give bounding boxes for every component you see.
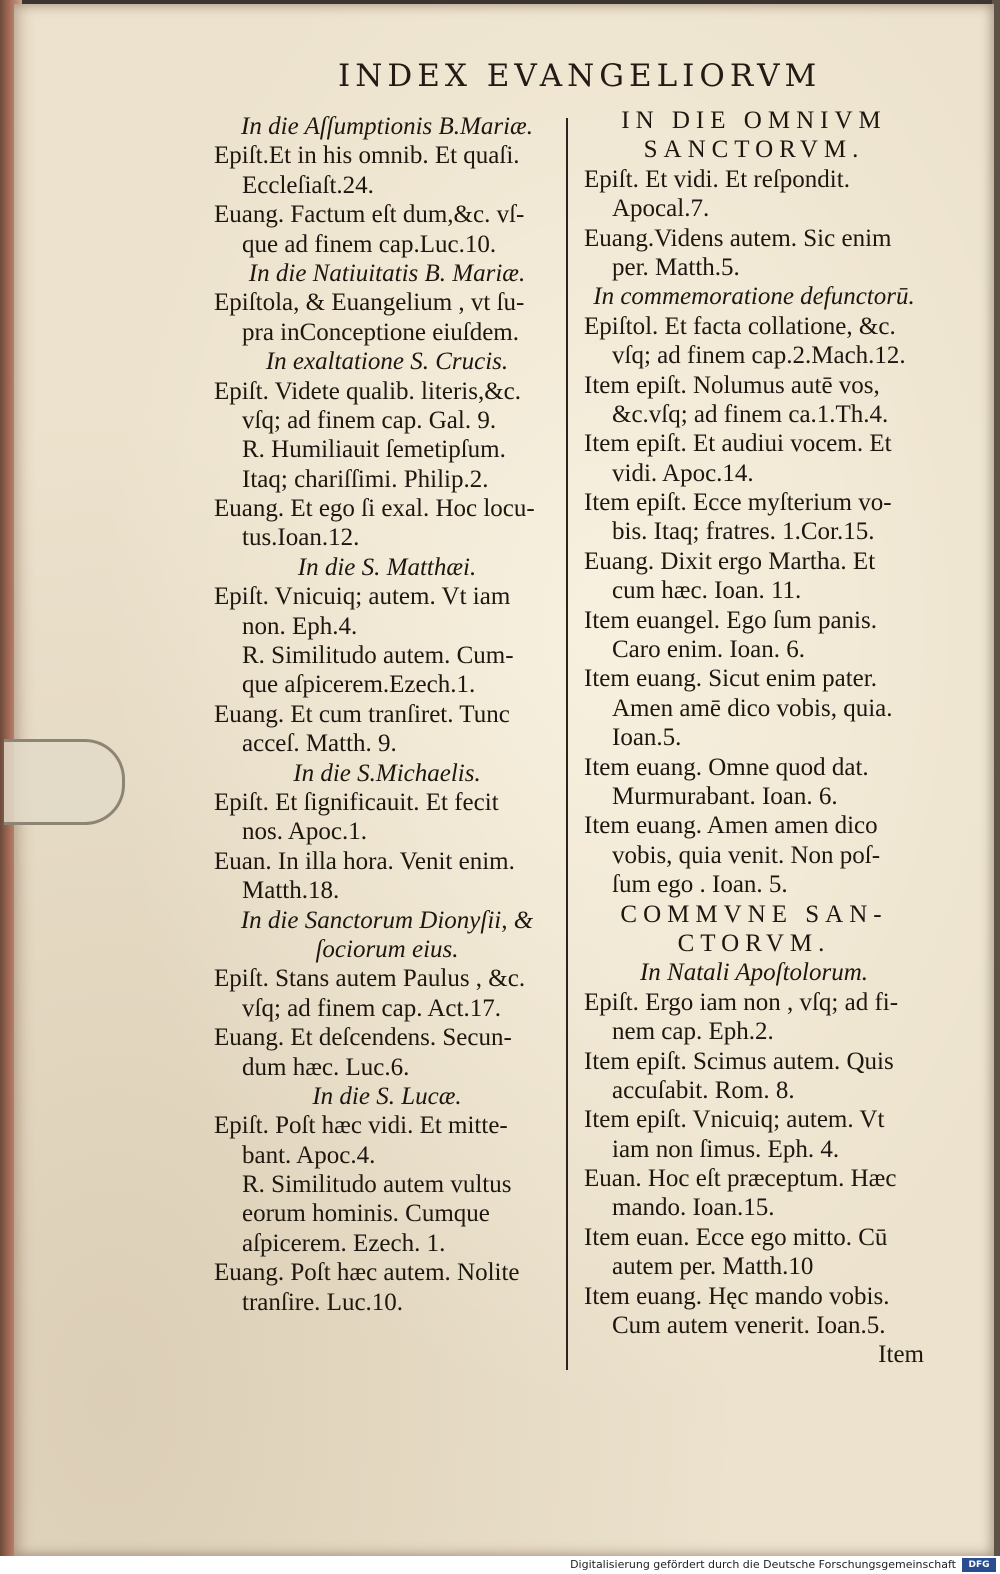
continuation-line: Ioan.5.: [612, 724, 682, 752]
continuation-line: non. Eph.4.: [242, 612, 358, 640]
rubric-heading: In die S.Michaelis.: [293, 759, 481, 787]
continuation-line: Matth.18.: [242, 877, 340, 905]
text-line: Item euan. Ecce ego mitto. Cū: [584, 1223, 888, 1251]
continuation-line: Cum autem venerit. Ioan.5.: [612, 1312, 886, 1340]
continuation-line: R. Similitudo autem vultus: [242, 1171, 512, 1199]
continuation-line: que aſpicerem.Ezech.1.: [242, 671, 476, 699]
continuation-line: Caro enim. Ioan. 6.: [612, 636, 806, 664]
text-line: Epiſt.Et in his omnib. Et quaſi.: [214, 142, 520, 170]
right-column: [584, 106, 924, 1370]
text-line: Epiſt. Et vidi. Et reſpondit.: [584, 165, 850, 193]
rubric-heading: In Natali Apoſtolorum.: [639, 959, 869, 987]
continuation-line: vſq; ad finem cap. Act.17.: [242, 994, 501, 1022]
rubric-heading: In die S. Lucæ.: [312, 1082, 462, 1110]
text-line: Euang. Poſt hæc autem. Nolite: [214, 1259, 520, 1287]
continuation-line: vſq; ad finem cap.2.Mach.12.: [612, 342, 906, 370]
continuation-line: vidi. Apoc.14.: [612, 459, 754, 487]
continuation-line: Eccleſiaſt.24.: [242, 171, 374, 199]
text-line: Euang. Et ego ſi exal. Hoc locu-: [214, 495, 535, 523]
continuation-line: pra inConceptione eiuſdem.: [242, 318, 520, 346]
continuation-line: Murmurabant. Ioan. 6.: [612, 782, 838, 810]
text-line: Item euang. Hęc mando vobis.: [584, 1282, 890, 1310]
continuation-line: eorum hominis. Cumque: [242, 1200, 490, 1228]
text-line: Epiſt. Videte qualib. literis,&c.: [214, 377, 522, 405]
text-line: Epiſtola, & Euangelium , vt ſu-: [214, 289, 525, 317]
dfg-logo: DFG: [962, 1558, 996, 1572]
text-line: Item epiſt. Nolumus autē vos,: [584, 371, 880, 399]
continuation-line: accuſabit. Rom. 8.: [612, 1076, 795, 1104]
footer-credit: Digitalisierung gefördert durch die Deutsche Forschungsgemeinschaft: [570, 1558, 956, 1571]
text-line: Item epiſt. Et audiui vocem. Et: [584, 430, 892, 458]
rubric-heading: In exaltatione S. Crucis.: [265, 348, 509, 376]
continuation-line: vobis, quia venit. Non poſ-: [612, 841, 881, 869]
footer-bar: [0, 1556, 1000, 1574]
continuation-line: Amen amē dico vobis, quia.: [612, 694, 893, 722]
continuation-line: tus.Ioan.12.: [242, 524, 360, 552]
continuation-line: tranſire. Luc.10.: [242, 1288, 404, 1316]
rubric-heading: In die S. Matthæi.: [297, 553, 477, 581]
text-line: Epiſt. Et ſignificauit. Et fecit: [214, 788, 499, 816]
continuation-line: que ad finem cap.Luc.10.: [242, 230, 497, 258]
text-line: Item euang. Sicut enim pater.: [584, 665, 877, 693]
continuation-line: dum hæc. Luc.6.: [242, 1053, 410, 1081]
text-line: Item epiſt. Scimus autem. Quis: [584, 1047, 894, 1075]
text-line: Epiſtol. Et facta collatione, &c.: [584, 312, 896, 340]
text-line: Epiſt. Stans autem Paulus , &c.: [214, 965, 526, 993]
text-line: Euan. In illa hora. Venit enim.: [214, 847, 515, 875]
section-heading: SANCTORVM.: [643, 136, 865, 164]
rubric-heading: In die Natiuitatis B. Mariæ.: [248, 259, 526, 287]
text-line: Item euangel. Ego ſum panis.: [584, 606, 877, 634]
page-tab-marker: [4, 739, 125, 825]
text-line: Euang.Videns autem. Sic enim: [584, 224, 892, 252]
text-line: Euang. Dixit ergo Martha. Et: [584, 547, 876, 575]
section-heading: CTORVM.: [677, 929, 831, 957]
text-line: Epiſt. Vnicuiq; autem. Vt iam: [214, 583, 511, 611]
text-line: Euan. Hoc eſt præceptum. Hæc: [584, 1165, 897, 1193]
column-divider: [566, 118, 568, 1370]
continuation-line: Itaq; chariſſimi. Philip.2.: [242, 465, 489, 493]
text-line: Item euang. Amen amen dico: [584, 812, 878, 840]
text-line: Euang. Et cum tranſiret. Tunc: [214, 700, 510, 728]
rubric-heading: In die Aſſumptionis B.Mariæ.: [241, 113, 533, 140]
text-line: Item epiſt. Ecce myſterium vo-: [584, 489, 892, 517]
continuation-line: &c.vſq; ad finem ca.1.Th.4.: [612, 400, 889, 428]
rubric-heading: In commemoratione defunctorū.: [593, 283, 915, 311]
page-header: INDEX EVANGELIORVM: [338, 58, 822, 94]
text-line: Item epiſt. Vnicuiq; autem. Vt: [584, 1106, 885, 1134]
continuation-line: iam non ſimus. Eph. 4.: [612, 1135, 840, 1163]
continuation-line: cum hæc. Ioan. 11.: [612, 577, 802, 605]
continuation-line: nos. Apoc.1.: [242, 818, 367, 846]
continuation-line: nem cap. Eph.2.: [612, 1018, 774, 1046]
continuation-line: autem per. Matth.10: [612, 1253, 814, 1281]
left-column: [214, 112, 560, 1317]
continuation-line: acceſ. Matth. 9.: [242, 730, 397, 758]
rubric-heading: ſociorum eius.: [315, 935, 459, 963]
continuation-line: ſum ego . Ioan. 5.: [612, 871, 788, 899]
section-heading: COMMVNE SAN-: [620, 900, 888, 928]
catchword: Item: [878, 1341, 924, 1369]
continuation-line: vſq; ad finem cap. Gal. 9.: [242, 406, 497, 434]
text-line: Euang. Factum eſt dum,&c. vſ-: [214, 201, 525, 229]
text-line: Epiſt. Poſt hæc vidi. Et mitte-: [214, 1112, 508, 1140]
continuation-line: bant. Apoc.4.: [242, 1141, 376, 1169]
continuation-line: per. Matth.5.: [612, 253, 740, 281]
continuation-line: Apocal.7.: [612, 195, 710, 223]
section-heading: IN DIE OMNIVM: [621, 107, 887, 134]
rubric-heading: In die Sanctorum Dionyſii, &: [240, 906, 534, 934]
continuation-line: R. Similitudo autem. Cum-: [242, 642, 514, 670]
text-line: Item euang. Omne quod dat.: [584, 753, 869, 781]
text-line: Euang. Et deſcendens. Secun-: [214, 1024, 512, 1052]
text-line: Epiſt. Ergo iam non , vſq; ad fi-: [584, 988, 899, 1016]
continuation-line: bis. Itaq; fratres. 1.Cor.15.: [612, 518, 875, 546]
continuation-line: R. Humiliauit ſemetipſum.: [242, 436, 506, 464]
continuation-line: aſpicerem. Ezech. 1.: [242, 1229, 446, 1257]
continuation-line: mando. Ioan.15.: [612, 1194, 775, 1222]
